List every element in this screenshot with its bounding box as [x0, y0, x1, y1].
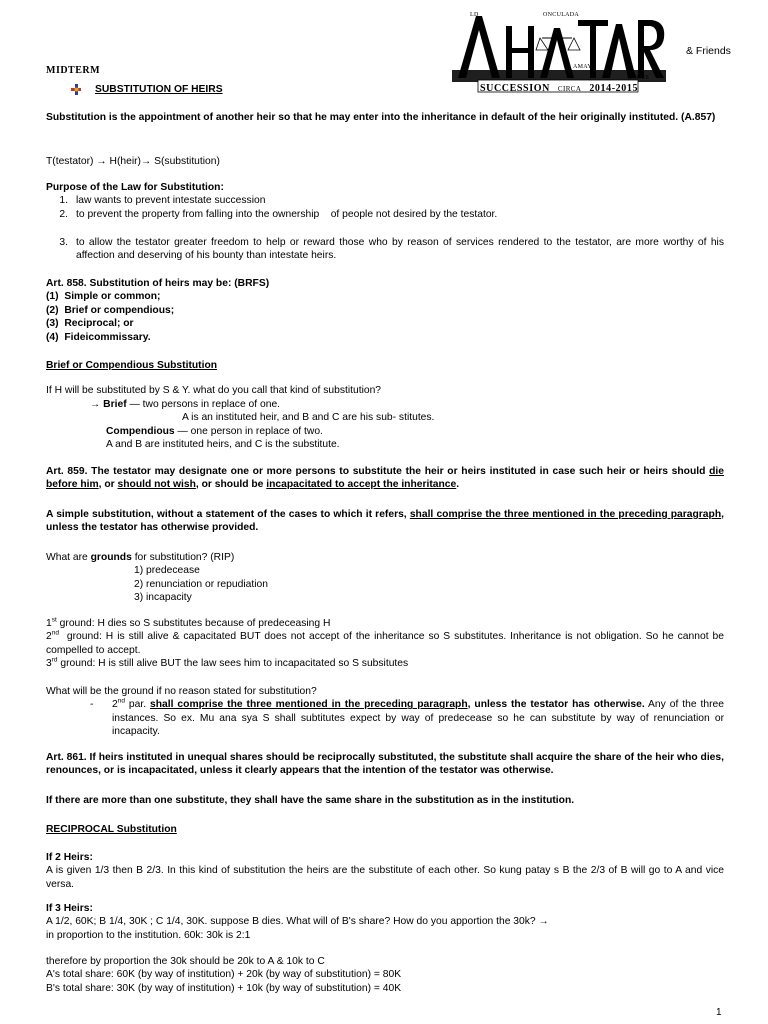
art-858-title: Art. 858. Substitution of heirs may be: (BRFS) [46, 278, 270, 289]
logo-small-rodes: RODES [628, 75, 650, 81]
brief-def-line: → Brief — two persons in replace of one. [90, 398, 281, 410]
no-reason-section [46, 685, 724, 739]
ground-1-line: 1st ground: H dies so S substitutes because of predeceasing H [46, 616, 331, 629]
circa-label: CIRCA [557, 85, 582, 93]
a-total-line: A's total share: 60K (by way of institution) + 20k (by way of substitution) = 80K [46, 969, 402, 981]
formula-line: T(testator) → H(heir)→ S(substitution) [46, 156, 220, 167]
two-heirs-text: A is given 1/3 then B 2/3. In this kind of substitution the heirs are the substitute of each other. So kung patay s B the 2/3 of B will go to A and vice versa. [46, 865, 724, 890]
list-item: 2) renunciation or repudiation [134, 578, 268, 590]
three-heirs-title: If 3 Heirs: [46, 903, 93, 914]
purpose-title: Purpose of the Law for Substitution: [46, 182, 224, 193]
compendious-def-line: Compendious — one person in replace of two. [106, 425, 323, 437]
logo-small-ld: LD [470, 12, 479, 18]
more-substitutes-paragraph: If there are more than one substitute, they shall have the same share in the substitution as in the institution. [46, 795, 575, 806]
three-heirs-line-1: A 1/2, 60K; B 1/4, 30K ; C 1/4, 30K. suppose B dies. What will of B's share? How do you apportion the 30k? → [46, 916, 549, 928]
brief-example: A is an instituted heir, and B and C are his sub- stitutes. [182, 412, 435, 424]
three-heirs-section [46, 902, 724, 942]
logo-small-amayo: AMAYO [573, 64, 597, 70]
page-number: 1 [716, 1007, 722, 1018]
list-item: (2) Brief or compendious; [46, 304, 175, 316]
art-858-section [46, 277, 724, 344]
list-item: 1) predecease [134, 565, 200, 577]
three-heirs-line-2: in proportion to the institution. 60k: 30k is 2:1 [46, 929, 251, 941]
simple-substitution-paragraph: A simple substitution, without a statement of the cases to which it refers, shall comprise the three mentioned in the preceding paragraph, unless the testator has otherwise provided. [46, 509, 724, 534]
brief-question: If H will be substituted by S & Y. what do you call that kind of substitution? [46, 385, 382, 397]
midterm-label: MIDTERM [46, 65, 101, 76]
section-heading [70, 83, 223, 96]
grounds-explanations [46, 616, 727, 671]
art-859-paragraph: Art. 859. The testator may designate one or more persons to substitute the heir or heirs instituted in case such heir or heirs should die before him, or should not wish, or should be incapacitated to accept the inheritance. [46, 466, 724, 491]
grounds-section [46, 551, 724, 605]
compendious-example: A and B are instituted heirs, and C is the substitute. [106, 438, 340, 450]
brief-section [46, 359, 724, 451]
art-861-paragraph: Art. 861. If heirs instituted in unequal shares should be reciprocally substituted, the substitute shall acquire the share of the heir who dies, renounces, or is incapacitated, unless it clearly appears that the intention of the testator was otherwise. [46, 752, 724, 777]
apportion-section [46, 955, 724, 995]
purpose-item-3 [46, 236, 724, 263]
school-year: 2014-2015 [589, 83, 639, 94]
no-reason-answer: - 2nd par. shall comprise the three mentioned in the preceding paragraph, unless the testator has otherwise. Any of the three instances. So ex. Mu ana sya S shall subtitutes expect by way of predecease so he can substitute by way of renunciation or incapacity. [90, 697, 724, 738]
grounds-question: What are grounds for substitution? (RIP) [46, 552, 235, 563]
list-item: (3) Reciprocal; or [46, 318, 134, 330]
list-item: 3. to allow the testator greater freedom to help or reward those who by reason of services rendered to the testator, are more worthy of his affection and deserving of his bounty than intestate heirs. [59, 237, 724, 262]
purpose-section [46, 181, 724, 221]
logo-small-onculada: ONCULADA [543, 12, 580, 18]
ground-3-line: 3rd ground: H is still alive BUT the law sees him to incapacitated so S subsitutes [46, 656, 409, 670]
brief-title: Brief or Compendious Substitution [46, 360, 218, 371]
no-reason-question: What will be the ground if no reason stated for substitution? [46, 686, 317, 697]
therefore-line: therefore by proportion the 30k should be 20k to A & 10k to C [46, 956, 325, 967]
list-item: 2. to prevent the property from falling into the ownership of people not desired by the testator. [59, 208, 498, 220]
list-item: (1) Simple or common; [46, 291, 161, 303]
reciprocal-title: RECIPROCAL Substitution [46, 824, 177, 835]
list-item: 1. law wants to prevent intestate succession [59, 195, 266, 207]
succession-label: SUCCESSION [480, 83, 550, 94]
ground-2-line: 2nd ground: H is still alive & capacitated BUT does not accept of the inheritance so S substitutes. Inheritance is not obligation. So he cannot be compelled to accept. [46, 629, 727, 656]
two-heirs-section [46, 851, 724, 891]
definition-paragraph: Substitution is the appointment of another heir so that he may enter into the inheritance in default of the heir originally instituted. (A.857) [46, 112, 716, 123]
pushpin-icon [70, 83, 83, 96]
friends-label: & Friends [686, 45, 731, 57]
section-title: SUBSTITUTION OF HEIRS [95, 84, 223, 95]
list-item: 3) incapacity [134, 592, 192, 604]
list-item: (4) Fideicommissary. [46, 331, 151, 343]
b-total-line: B's total share: 30K (by way of institution) + 10k (by way of substitution) = 40K [46, 982, 402, 994]
two-heirs-title: If 2 Heirs: [46, 852, 93, 863]
succession-band [480, 82, 638, 95]
